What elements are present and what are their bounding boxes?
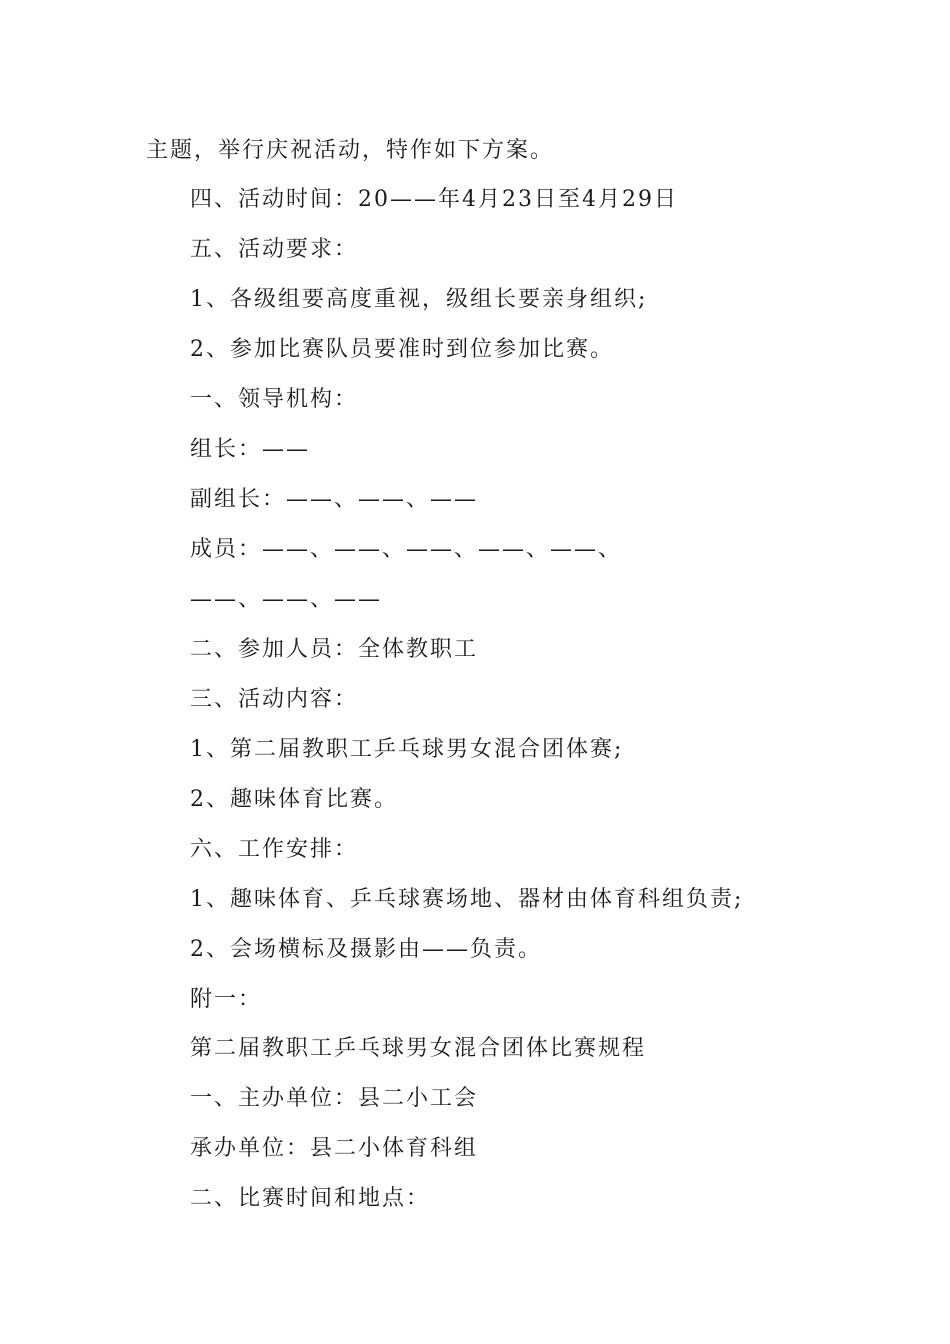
text-line: 四、活动时间：20——年4月23日至4月29日 <box>190 187 678 212</box>
text-line: 二、比赛时间和地点： <box>190 1186 431 1211</box>
text-line: 六、工作安排： <box>190 837 359 862</box>
text-line: 主题，举行庆祝活动，特作如下方案。 <box>146 138 555 163</box>
text-line: 五、活动要求： <box>190 237 359 262</box>
text-line: 副组长：——、——、—— <box>190 487 479 512</box>
text-line: 承办单位：县二小体育科组 <box>190 1136 479 1161</box>
text-line: 一、领导机构： <box>190 387 359 412</box>
text-line: 第二届教职工乒乓球男女混合团体比赛规程 <box>190 1036 647 1061</box>
text-line: 附一： <box>190 987 263 1012</box>
text-line: 2、参加比赛队员要准时到位参加比赛。 <box>190 337 614 362</box>
text-line: ——、——、—— <box>190 587 383 612</box>
text-line: 1、各级组要高度重视，级组长要亲身组织; <box>190 287 648 312</box>
text-line: 三、活动内容： <box>190 687 359 712</box>
text-line: 1、趣味体育、乒乓球赛场地、器材由体育科组负责; <box>190 887 744 912</box>
text-line: 1、第二届教职工乒乓球男女混合团体赛; <box>190 737 624 762</box>
text-line: 2、会场横标及摄影由——负责。 <box>190 937 542 962</box>
text-line: 二、参加人员：全体教职工 <box>190 637 479 662</box>
text-line: 成员：——、——、——、——、——、 <box>190 537 623 562</box>
text-line: 2、趣味体育比赛。 <box>190 787 398 812</box>
text-line: 一、主办单位：县二小工会 <box>190 1086 479 1111</box>
text-line: 组长：—— <box>190 437 311 462</box>
